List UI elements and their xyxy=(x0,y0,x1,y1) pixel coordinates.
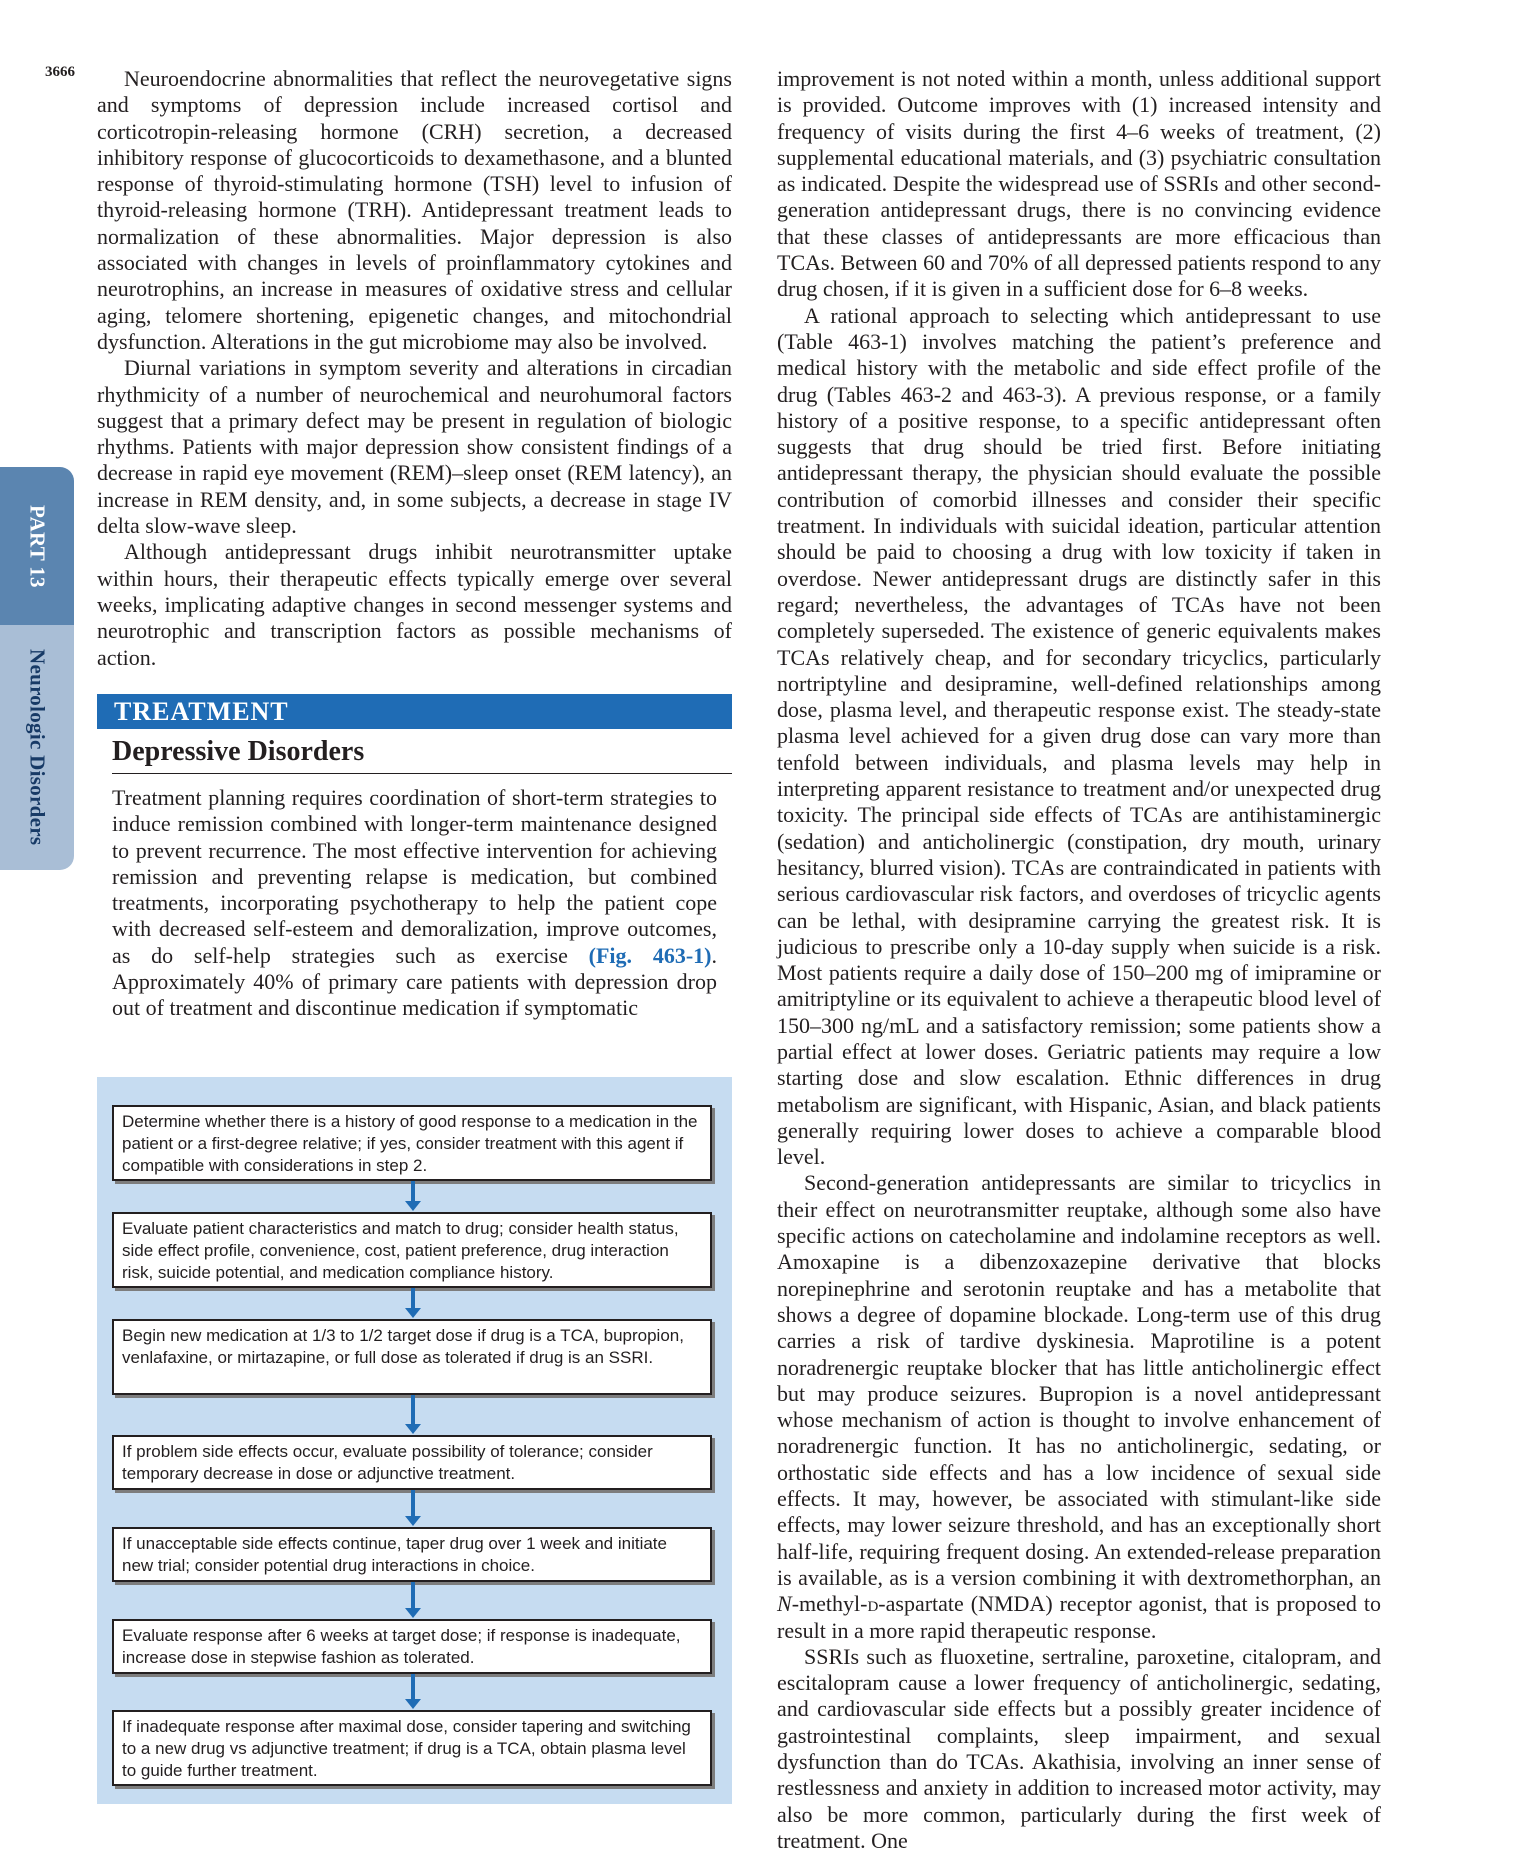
side-tab-part-label: PART 13 xyxy=(25,504,50,588)
body-paragraph: improvement is not noted within a month, unless additional support is provided. Outcome improves with (1) increased intensity and frequency of visits during the first 4–6 weeks of treatment, (2) supplemental educational materials, and (3) psychiatric consultation as indicated. Despite the widespread use of SSRIs and other second-generation antidepressant drugs, there is no convincing evidence that these classes of antidepressants are more efficacious than TCAs. Between 60 and 70% of all depressed patients respond to any drug chosen, if it is given in a sufficient dose for 6–8 weeks. xyxy=(777,66,1381,302)
treatment-text: Treatment planning requires coordination of short-term strategies to induce remission combined with longer-term maintenance designed to prevent recurrence. The most effective intervention for achieving remission and preventing relapse is medication, but combined treatments, incorporating psychotherapy to help the patient cope with decreased self-esteem and demoralization, improve outcomes, as do self-help strategies such as exercise xyxy=(112,785,717,968)
treatment-heading: TREATMENT xyxy=(97,694,732,729)
flow-arrow-icon xyxy=(411,1674,415,1700)
side-tab-part xyxy=(0,467,74,625)
flow-arrow-icon xyxy=(411,1395,415,1425)
page-number: 3666 xyxy=(45,64,75,80)
left-column xyxy=(97,66,732,671)
flowchart-step: If problem side effects occur, evaluate possibility of tolerance; consider temporary decrease in dose or adjunctive treatment. xyxy=(112,1435,712,1490)
paragraph-text: Second-generation antidepressants are similar to tricyclics in their effect on neurotransmitter reuptake, although some also have specific actions on catecholamine and indolamine receptors as well. Amoxapine is a dibenzoxazepine derivative that blocks norepinephrine and serotonin reuptake and has a metabolite that shows a degree of dopamine blockade. Long-term use of this drug carries a risk of tardive dyskinesia. Maprotiline is a potent noradrenergic reuptake blocker that has little anticholinergic effect but may produce seizures. Bupropion is a novel antidepressant whose mechanism of action is thought to involve enhancement of noradrenergic function. It has no anticholinergic, sedating, or orthostatic side effects and has a low incidence of sexual side effects. It may, however, be associated with stimulant-like side effects, may lower seizure threshold, and has an exceptionally short half-life, requiring frequent dosing. An extended-release preparation is available, as is a version combining it with dextromethorphan, an xyxy=(777,1170,1381,1590)
flowchart-step: If unacceptable side effects continue, taper drug over 1 week and initiate new trial; consider potential drug interactions in choice. xyxy=(112,1527,712,1582)
side-tab-section-label: Neurologic Disorders xyxy=(25,649,50,846)
flowchart-step: Determine whether there is a history of good response to a medication in the patient or a first-degree relative; if yes, consider treatment with this agent if compatible with considerations in step 2. xyxy=(112,1105,712,1181)
body-paragraph: Neuroendocrine abnormalities that reflect the neurovegetative signs and symptoms of depression include increased cortisol and corticotropin-releasing hormone (CRH) secretion, a decreased inhibitory response of glucocorticoids to dexamethasone, and a blunted response of thyroid-stimulating hormone (TSH) level to infusion of thyroid-releasing hormone (TRH). Antidepressant treatment leads to normalization of these abnormalities. Major depression is also associated with changes in levels of proinflammatory cytokines and neurotrophins, an increase in measures of oxidative stress and cellular aging, telomere shortening, epigenetic changes, and mitochondrial dysfunction. Alterations in the gut microbiome may also be involved. xyxy=(97,66,732,354)
flow-arrow-icon xyxy=(411,1181,415,1202)
paragraph-text: -methyl- xyxy=(791,1591,868,1617)
side-tab-section xyxy=(0,625,74,870)
treatment-flowchart xyxy=(97,1077,732,1804)
figure-reference-link[interactable]: (Fig. 463-1) xyxy=(588,942,712,968)
flow-arrow-icon xyxy=(411,1490,415,1517)
treatment-subheading: Depressive Disorders xyxy=(112,734,732,774)
flowchart-step: If inadequate response after maximal dose, consider tapering and switching to a new drug vs adjunctive treatment; if drug is a TCA, obtain plasma level to guide further treatment. xyxy=(112,1710,712,1786)
flowchart-step: Begin new medication at 1/3 to 1/2 target dose if drug is a TCA, bupropion, venlafaxine, or mirtazapine, or full dose as tolerated if drug is an SSRI. xyxy=(112,1319,712,1395)
body-paragraph xyxy=(777,1170,1381,1643)
italic-letter: N xyxy=(777,1591,792,1617)
paragraph-text: -aspartate (NMDA) receptor agonist, that is proposed to result in a more rapid therapeutic response. xyxy=(777,1591,1381,1643)
body-paragraph: Diurnal variations in symptom severity and alterations in circadian rhythmicity of a number of neurochemical and neurohumoral factors suggest that a primary defect may be present in regulation of biologic rhythms. Patients with major depression show consistent findings of a decrease in rapid eye movement (REM)–sleep onset (REM latency), an increase in REM density, and, in some subjects, a decrease in stage IV delta slow-wave sleep. xyxy=(97,355,732,539)
flowchart-step: Evaluate patient characteristics and match to drug; consider health status, side effect profile, convenience, cost, patient preference, drug interaction risk, suicide potential, and medication compliance history. xyxy=(112,1212,712,1288)
body-paragraph: A rational approach to selecting which antidepressant to use (Table 463-1) involves matching the patient’s preference and medical history with the metabolic and side effect profile of the drug (Tables 463-2 and 463-3). A previous response, or a family history of a positive response, to a specific antidepressant often suggests that drug should be tried first. Before initiating antidepressant therapy, the physician should evaluate the possible contribution of comorbid illnesses and consider their specific treatment. In individuals with suicidal ideation, particular attention should be paid to choosing a drug with low toxicity if taken in overdose. Newer antidepressant drugs are distinctly safer in this regard; nevertheless, the advantages of TCAs have not been completely superseded. The existence of generic equivalents makes TCAs relatively cheap, and for secondary tricyclics, particularly nortriptyline and desipramine, well-defined relationships among dose, plasma level, and therapeutic response exist. The steady-state plasma level achieved for a given drug dose can vary more than tenfold between individuals, and plasma levels may help in interpreting apparent resistance to treatment and/or unexpected drug toxicity. The principal side effects of TCAs are antihistaminergic (sedation) and anticholinergic (constipation, dry mouth, urinary hesitancy, blurred vision). TCAs are contraindicated in patients with serious cardiovascular risk factors, and overdoses of tricyclic agents can be lethal, with desipramine carrying the greatest risk. It is judicious to prescribe only a 10-day supply when suicide is a risk. Most patients require a daily dose of 150–200 mg of imipramine or amitriptyline or its equivalent to achieve a therapeutic blood level of 150–300 ng/mL and a satisfactory remission; some patients show a partial effect at lower doses. Geriatric patients may require a low starting dose and slow escalation. Ethnic differences in drug metabolism are significant, with Hispanic, Asian, and black patients generally requiring lower doses to achieve a comparable blood level. xyxy=(777,302,1381,1170)
flow-arrow-icon xyxy=(411,1288,415,1309)
flow-arrow-icon xyxy=(411,1582,415,1609)
body-paragraph: Although antidepressant drugs inhibit neurotransmitter uptake within hours, their therapeutic effects typically emerge over several weeks, implicating adaptive changes in second messenger systems and neurotrophic and transcription factors as possible mechanisms of action. xyxy=(97,539,732,670)
small-caps-letter: d xyxy=(867,1591,879,1617)
flowchart-step: Evaluate response after 6 weeks at target dose; if response is inadequate, increase dose in stepwise fashion as tolerated. xyxy=(112,1619,712,1674)
body-paragraph: SSRIs such as fluoxetine, sertraline, paroxetine, citalopram, and escitalopram cause a lower frequency of anticholinergic, sedating, and cardiovascular side effects but a possibly greater incidence of gastrointestinal complaints, sleep impairment, and sexual dysfunction than do TCAs. Akathisia, involving an inner sense of restlessness and anxiety in addition to increased motor activity, may also be more common, particularly during the first week of treatment. One xyxy=(777,1643,1381,1853)
treatment-paragraph xyxy=(112,785,717,1022)
right-column xyxy=(777,66,1381,1854)
treatment-text-continued: . Approximately 40% of primary care patients with depression drop out of treatment and discontinue medication if symptomatic xyxy=(112,942,717,1021)
